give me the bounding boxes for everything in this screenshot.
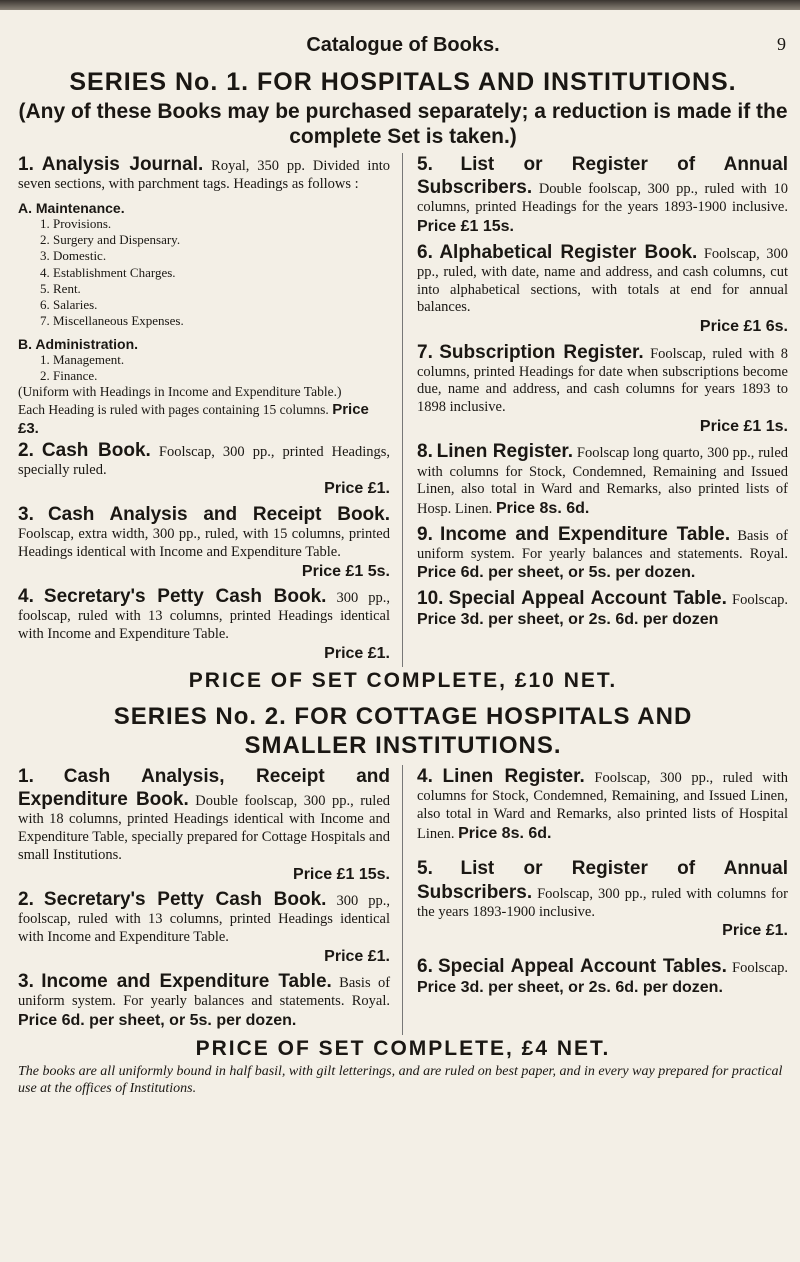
catalogue-item: 2. Cash Book. Foolscap, 300 pp., printed Headings, specially ruled. Price £1. xyxy=(18,439,390,498)
series-1-title: SERIES No. 1. FOR HOSPITALS AND INSTITUTIONS. xyxy=(69,68,737,96)
series-2-price-line: PRICE OF SET COMPLETE, £4 NET. xyxy=(195,1036,611,1060)
catalogue-item: 3. Income and Expenditure Table. Basis of uniform system. For yearly balances and statements. Royal. Price 6d. per sheet, or 5s. per dozen. xyxy=(18,971,391,1029)
series-2-subtitle: SMALLER INSTITUTIONS. xyxy=(244,731,562,759)
catalogue-item: 9. Income and Expenditure Table. Basis of uniform system. For yearly balances and statements. Royal. Price 6d. per sheet, or 5s. per dozen. xyxy=(417,523,789,582)
catalogue-item: 1. Analysis Journal. Royal, 350 pp. Divided into seven sections, with parchment tags. Headings as follows : xyxy=(18,154,390,193)
catalogue-item: 8. Linen Register. Foolscap long quarto, 300 pp., ruled with columns for Stock, Condemned, Remaining and Issued Linen, also total in Ward and Remarks, also printed lists of Hosp. Linen. Price 8s. 6d. xyxy=(417,441,789,517)
catalogue-page xyxy=(18,34,788,1098)
section-list xyxy=(18,352,390,385)
catalogue-item: 3. Cash Analysis and Receipt Book. Foolscap, extra width, 300 pp., ruled, with 15 columns, printed Headings identical with Income and Expenditure Table. Price £1 5s. xyxy=(18,503,391,580)
page-title: Catalogue of Books. xyxy=(306,34,500,56)
series-1-note: (Any of these Books may be purchased separately; a reduction is made if the complete Set is taken.) xyxy=(18,99,788,148)
series-1-columns xyxy=(18,153,788,667)
section-heading: A. Maintenance. xyxy=(18,199,125,216)
footer-note: The books are all uniformly bound in half basil, with gilt letterings, and are ruled on best paper, and in every way prepared for practical use at the offices of Institutions. xyxy=(18,1063,783,1097)
catalogue-item: 6. Special Appeal Account Tables. Foolscap. Price 3d. per sheet, or 2s. 6d. per dozen. xyxy=(417,955,789,997)
catalogue-item: 2. Secretary's Petty Cash Book. 300 pp., foolscap, ruled with 13 columns, printed Headings identical with Income and Expenditure Table. Price £1. xyxy=(18,889,391,965)
list-item: 7. Miscellaneous Expenses. xyxy=(40,313,184,329)
series-2-right-column xyxy=(403,765,788,1035)
each-heading-note: Each Heading is ruled with pages containing 15 columns. Price £3. xyxy=(18,401,369,437)
list-item: 3. Domestic. xyxy=(40,248,107,264)
list-item: 5. Rent. xyxy=(40,280,81,296)
list-item: 2. Surgery and Dispensary. xyxy=(40,232,181,248)
uniform-note: (Uniform with Headings in Income and Expenditure Table.) xyxy=(18,384,342,400)
series-2-title: SERIES No. 2. FOR COTTAGE HOSPITALS AND xyxy=(113,703,693,731)
page-top-edge xyxy=(0,0,800,10)
series-1-price-line: PRICE OF SET COMPLETE, £10 NET. xyxy=(188,669,618,693)
list-item: 2. Finance. xyxy=(40,367,98,383)
series-1 xyxy=(18,68,788,693)
catalogue-item: 4. Secretary's Petty Cash Book. 300 pp., foolscap, ruled with 13 columns, printed Headings identical with Income and Expenditure Table. Price £1. xyxy=(18,586,391,662)
page-header xyxy=(18,34,788,64)
list-item: 1. Provisions. xyxy=(40,215,112,231)
page-number: 9 xyxy=(777,34,786,54)
list-item: 1. Management. xyxy=(40,351,125,367)
series-2-left-column xyxy=(18,765,403,1035)
catalogue-item: 6. Alphabetical Register Book. Foolscap, 300 pp., ruled, with date, name and address, and cash columns, cut into alphabetical sections, with totals at end for annual balances. Price £1 6s. xyxy=(417,241,789,336)
series-2-columns xyxy=(18,765,788,1035)
catalogue-item: 5. List or Register of Annual Subscribers. Double foolscap, 300 pp., ruled with 10 columns, printed Headings for the years 1893-1900 inclusive. Price £1 15s. xyxy=(417,154,788,236)
catalogue-item: 4. Linen Register. Foolscap, 300 pp., ruled with columns for Stock, Condemned, Remaining, and Issued Linen, also total in Ward and Remarks, also printed lists of Hospital Linen. Price 8s. 6d. xyxy=(417,766,789,842)
series-1-left-column xyxy=(18,153,403,667)
catalogue-item: 7. Subscription Register. Foolscap, ruled with 8 columns, printed Headings for date when subscriptions become due, name and address, and cash columns for years 1893 to 1898 inclusive. Price £1 1s. xyxy=(417,341,789,435)
series-1-right-column xyxy=(403,153,788,667)
catalogue-item: 10. Special Appeal Account Table. Foolscap. Price 3d. per sheet, or 2s. 6d. per dozen xyxy=(417,588,789,629)
list-item: 4. Establishment Charges. xyxy=(40,264,176,280)
series-2 xyxy=(18,703,788,1061)
section-list xyxy=(18,216,390,330)
catalogue-item: 1. Cash Analysis, Receipt and Expenditure Book. Double foolscap, 300 pp., ruled with 18 columns, printed Headings identical with Income and Expenditure Table, specially prepared for Cottage Hospitals and small Institutions. Price £1 15s. xyxy=(18,766,391,883)
section-heading: B. Administration. xyxy=(18,335,139,352)
list-item: 6. Salaries. xyxy=(40,297,98,313)
catalogue-item: 5. List or Register of Annual Subscribers. Foolscap, 300 pp., ruled with columns for the years 1893-1900 inclusive. Price £1. xyxy=(417,858,788,940)
